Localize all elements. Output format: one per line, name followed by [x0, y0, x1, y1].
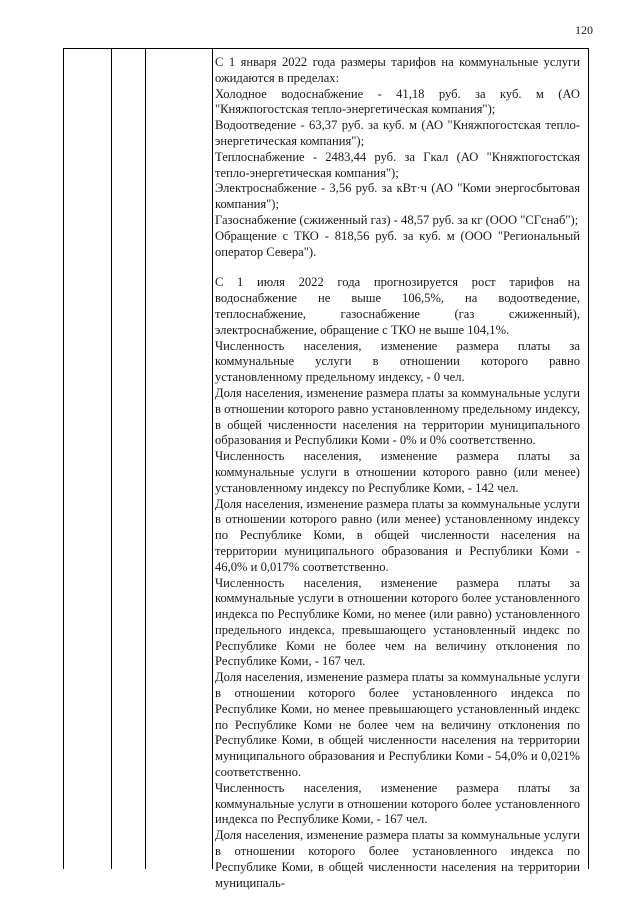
- paragraph-cold-water: Холодное водоснабжение - 41,18 руб. за куб. м (АО "Княжпогостская тепло-энергетическая компания");: [215, 86, 580, 117]
- paragraph-population-between: Численность населения, изменение размера платы за коммунальные услуги в отношении которого более установленного индекса по Республике Коми, но менее (или равно) установленного предельного индекса, превышающего установленный индекс по Республике Коми не более чем на величину отклонения по Республике Коми, - 167 чел.: [215, 575, 580, 669]
- paragraph-population-equal: Численность населения, изменение размера платы за коммунальные услуги в отношении которого равно установленному предельному индексу, - 0 чел.: [215, 338, 580, 385]
- paragraph-wastewater: Водоотведение - 63,37 руб. за куб. м (АО "Княжпогостская тепло-энергетическая компания");: [215, 118, 580, 148]
- paragraph-share-between: Доля населения, изменение размера платы за коммунальные услуги в отношении которого более установленного индекса по Республике Коми, но менее превышающего установленный индекс по Республике Коми не более чем на величину отклонения по Республике Коми, в общей численности населения на территории муниципального образования и Республики Коми - 54,0% и 0,021% соответственно.: [215, 670, 580, 780]
- page-number: 120: [575, 23, 593, 37]
- paragraph-share-le-index: Доля населения, изменение размера платы за коммунальные услуги в отношении которого равно (или менее) установленному индексу по Республике Коми, в общей численности населения на территории муниципального образования и Республики Коми - 46,0% и 0,017% соответственно.: [215, 496, 580, 574]
- column-divider: [145, 49, 146, 869]
- paragraph-share-equal: Доля населения, изменение размера платы за коммунальные услуги в отношении которого равно установленному предельному индексу, в общей численности населения на территории муниципального образования и Республики Коми - 0% и 0% соответственно.: [215, 385, 580, 448]
- paragraph-population-le-index: Численность населения, изменение размера платы за коммунальные услуги в отношении которого равно (или менее) установленному индексу по Республике Коми, - 142 чел.: [215, 449, 580, 495]
- column-divider: [111, 49, 112, 869]
- paragraph-share-above: Доля населения, изменение размера платы за коммунальные услуги в отношении которого более установленного индекса по Республике Коми, в общей численности населения на территории муниципаль-: [215, 828, 580, 890]
- paragraph-heating: Теплоснабжение - 2483,44 руб. за Гкал (АО "Княжпогостская тепло-энергетическая компания");: [215, 149, 580, 180]
- paragraph-gas: Газоснабжение (сжиженный газ) - 48,57 руб. за кг (ООО "СГснаб");: [215, 212, 579, 227]
- paragraph-waste: Обращение с ТКО - 818,56 руб. за куб. м (ООО "Региональный оператор Севера").: [215, 228, 580, 259]
- paragraph-population-above: Численность населения, изменение размера платы за коммунальные услуги в отношении которого более установленного индекса по Республике Коми, - 167 чел.: [215, 780, 580, 827]
- paragraph-tariffs-intro: С 1 января 2022 года размеры тарифов на коммунальные услуги ожидаются в пределах:: [215, 55, 580, 85]
- column-divider: [212, 49, 213, 869]
- paragraph-tariff-growth: С 1 июля 2022 года прогнозируется рост тарифов на водоснабжение не выше 106,5%, на водоотведение, теплоснабжение, газоснабжение (газ сжиженный), электроснабжение, обращение с ТКО не выше 104,1%.: [215, 275, 580, 337]
- paragraph-electricity: Электроснабжение - 3,56 руб. за кВт·ч (АО "Коми энергосбытовая компания");: [215, 181, 580, 212]
- paragraph-gap: [215, 260, 580, 275]
- tariff-text-cell: [215, 55, 580, 891]
